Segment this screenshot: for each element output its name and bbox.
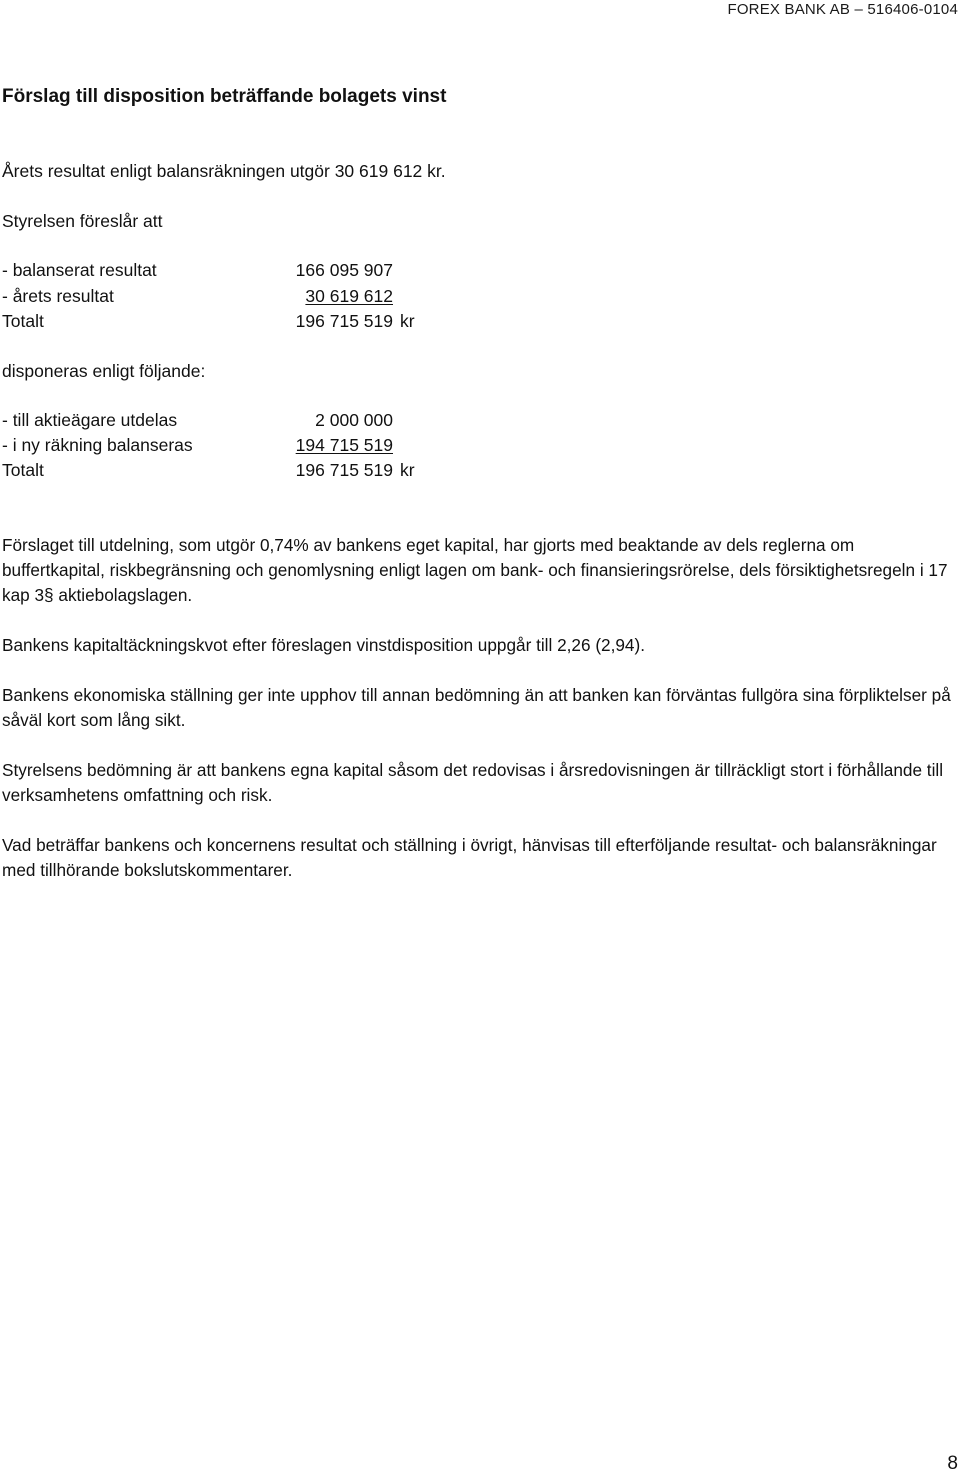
row-amount: 166 095 907 [295,260,393,280]
row-amount: 196 715 519 [295,311,393,331]
page-title: Förslag till disposition beträffande bolagets vinst [2,86,447,107]
row-unit: kr [400,460,415,480]
paragraph-dividend-rationale: Förslaget till utdelning, som utgör 0,74% av bankens eget kapital, har gjorts med beaktande av dels reglerna om buffertkapital, riskbegränsning och genomlysning enligt lagen om bank- och finansieringsrörelse, dels försiktighetsregeln i 17 kap 3§ aktiebolagslagen. [2,535,948,605]
disposition-intro: disponeras enligt följande: [2,361,206,381]
row-label: Totalt [2,311,44,331]
row-unit: kr [400,311,415,331]
paragraph-capital-ratio: Bankens kapitaltäckningskvot efter föreslagen vinstdisposition uppgår till 2,26 (2,94). [2,635,645,655]
paragraph-reference: Vad beträffar bankens och koncernens resultat och ställning i övrigt, hänvisas till efterföljande resultat- och balansräkningar med tillhörande bokslutskommentarer. [2,835,937,880]
row-label: - till aktieägare utdelas [2,410,178,430]
row-amount: 30 619 612 [305,286,393,306]
paragraph-board-assessment: Styrelsens bedömning är att bankens egna kapital såsom det redovisas i årsredovisningen är tillräckligt stort i förhållande till verksamhetens omfattning och risk. [2,760,944,805]
page-number: 8 [947,1453,958,1474]
paragraph-financial-position: Bankens ekonomiska ställning ger inte upphov till annan bedömning än att banken kan förväntas fullgöra sina förpliktelser på såväl kort som lång sikt. [2,685,951,730]
row-label: - balanserat resultat [2,260,157,280]
row-amount: 2 000 000 [315,410,393,430]
intro-text: Årets resultat enligt balansräkningen utgör 30 619 612 kr. [2,161,446,181]
row-amount: 196 715 519 [295,460,393,480]
row-label: Totalt [2,460,44,480]
row-label: - årets resultat [2,286,114,306]
row-label: - i ny räkning balanseras [2,435,193,455]
document-header: FOREX BANK AB – 516406-0104 [727,1,958,18]
proposal-intro: Styrelsen föreslår att [2,211,163,231]
row-amount: 194 715 519 [295,435,393,455]
